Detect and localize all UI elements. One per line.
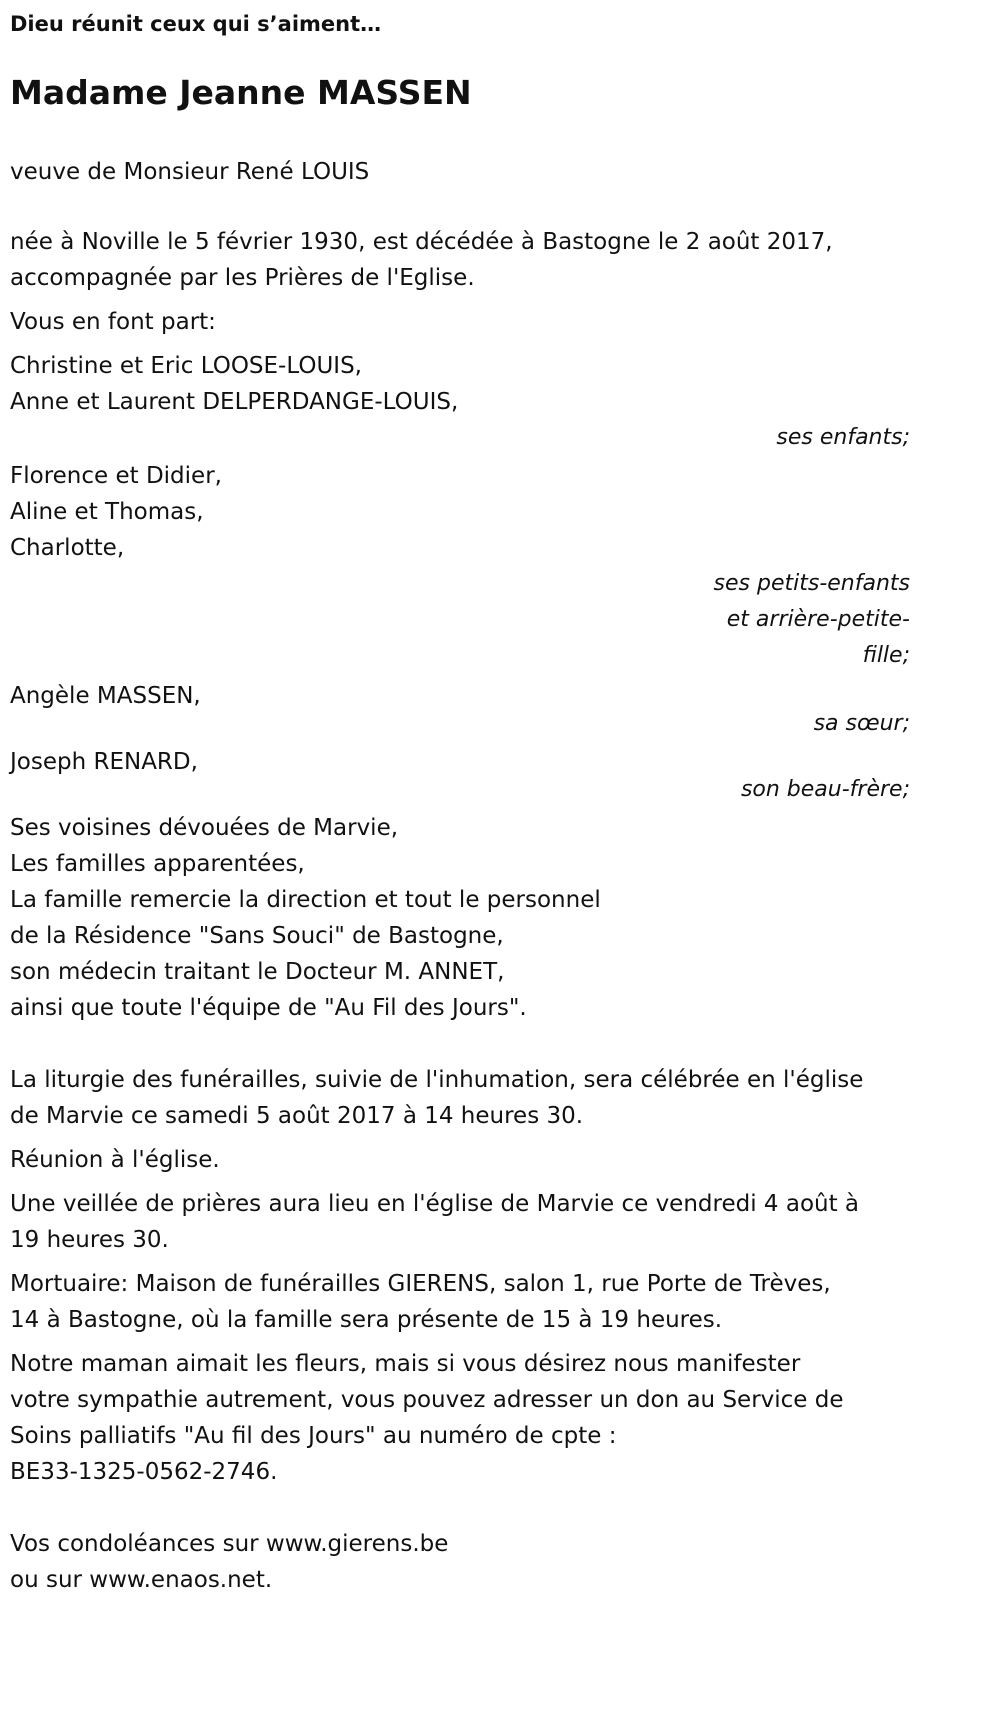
deceased-name: Madame Jeanne MASSEN [10,73,472,112]
others-line: ainsi que toute l'équipe de "Au Fil des Jours". [10,995,527,1021]
widow-of: veuve de Monsieur René LOUIS [10,159,370,185]
sister-relation: sa sœur; [813,711,910,736]
tagline: Dieu réunit ceux qui s’aiment… [10,12,382,36]
mortuary-line: 14 à Bastogne, où la famille sera présente de 15 à 19 heures. [10,1307,723,1333]
flowers-line: Notre maman aimait les fleurs, mais si vous désirez nous manifester [10,1351,801,1377]
grandchildren-relation: fille; [862,643,910,668]
liturgy-paragraph [10,1062,910,1134]
reunion-text: Réunion à l'église. [10,1147,220,1173]
sister-block [10,678,910,742]
child-name: Anne et Laurent DELPERDANGE-LOUIS, [10,389,459,415]
brother-in-law-name: Joseph RENARD, [10,749,198,775]
birth-death-paragraph [10,224,910,296]
obituary-column [10,0,910,1598]
mortuary-line: Mortuaire: Maison de funérailles GIERENS, salon 1, rue Porte de Trèves, [10,1271,831,1297]
vigil-paragraph [10,1186,910,1258]
flowers-paragraph [10,1346,910,1490]
liturgy-line: La liturgie des funérailles, suivie de l'inhumation, sera célébrée en l'église [10,1067,864,1093]
birth-death-line: accompagnée par les Prières de l'Eglise. [10,265,475,291]
others-line: Les familles apparentées, [10,851,305,877]
others-line: de la Résidence "Sans Souci" de Bastogne, [10,923,504,949]
others-line: La famille remercie la direction et tout le personnel [10,887,601,913]
announcement: Vous en font part: [10,309,216,335]
mortuary-paragraph [10,1266,910,1338]
brother-in-law-block [10,744,910,808]
flowers-line: Soins palliatifs "Au fil des Jours" au numéro de cpte : [10,1423,617,1449]
flowers-line: BE33-1325-0562-2746. [10,1459,278,1485]
birth-death-line: née à Noville le 5 février 1930, est décédée à Bastogne le 2 août 2017, [10,229,833,255]
condolences-line: Vos condoléances sur www.gierens.be [10,1531,449,1557]
vigil-line: Une veillée de prières aura lieu en l'église de Marvie ce vendredi 4 août à [10,1191,860,1217]
grandchild-name: Aline et Thomas, [10,499,204,525]
grandchild-name: Charlotte, [10,535,125,561]
others-line: Ses voisines dévouées de Marvie, [10,815,399,841]
liturgy-line: de Marvie ce samedi 5 août 2017 à 14 heures 30. [10,1103,584,1129]
children-block [10,348,910,456]
grandchildren-relation: ses petits-enfants [713,571,910,596]
condolences-line: ou sur www.enaos.net. [10,1567,273,1593]
grandchild-name: Florence et Didier, [10,463,222,489]
brother-in-law-relation: son beau-frère; [740,777,910,802]
flowers-line: votre sympathie autrement, vous pouvez adresser un don au Service de [10,1387,844,1413]
grandchildren-block [10,458,910,674]
child-name: Christine et Eric LOOSE-LOUIS, [10,353,362,379]
others-line: son médecin traitant le Docteur M. ANNET, [10,959,505,985]
sister-name: Angèle MASSEN, [10,683,201,709]
grandchildren-relation: et arrière-petite- [726,607,910,632]
others-block [10,810,910,1026]
children-relation: ses enfants; [776,425,910,450]
condolences-paragraph [10,1526,910,1598]
vigil-line: 19 heures 30. [10,1227,169,1253]
